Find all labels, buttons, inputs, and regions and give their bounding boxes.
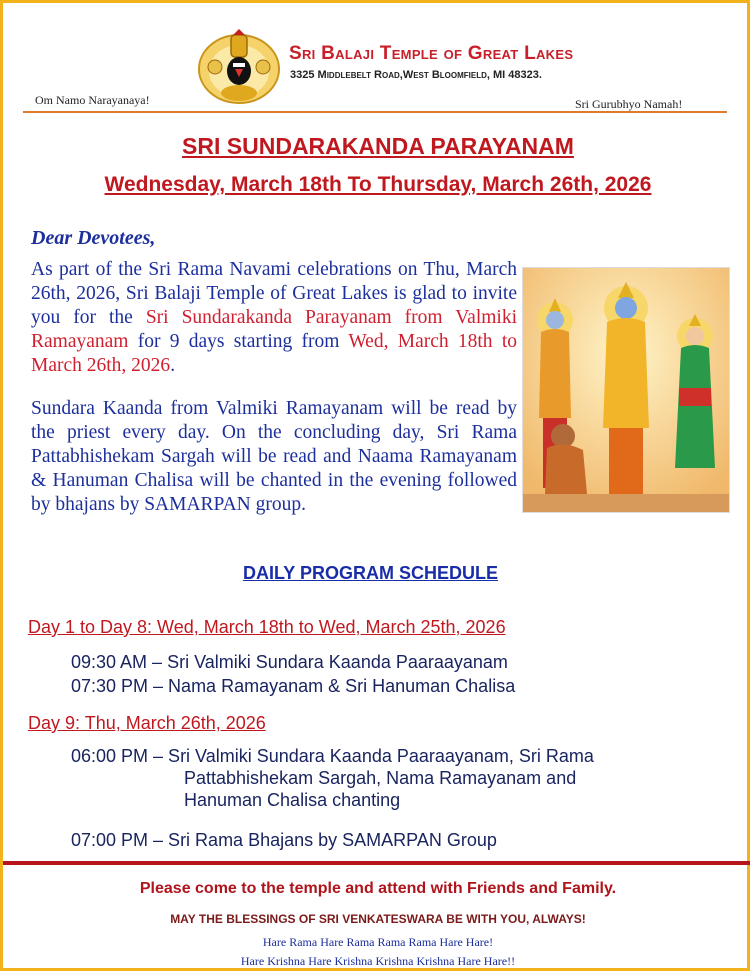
letter-paragraph-1 — [31, 258, 517, 378]
temple-name: Sri Balaji Temple of Great Lakes — [289, 43, 574, 64]
letter-greeting: Dear Devotees, — [31, 227, 156, 249]
day1-item: 09:30 AM – Sri Valmiki Sundara Kaanda Paaraayanam — [71, 652, 508, 672]
balaji-deity-logo-icon — [195, 29, 283, 105]
footer-chant-1: Hare Rama Hare Rama Rama Rama Hare Hare! — [262, 935, 494, 949]
header-divider — [23, 111, 727, 113]
p1-event-name: Sri Sundarakanda Parayanam from Valmiki Ramayanam — [31, 307, 517, 352]
day9-item-1 — [71, 745, 594, 811]
event-title: SRI SUNDARAKANDA PARAYANAM — [182, 133, 574, 159]
letter-paragraph-2: Sundara Kaanda from Valmiki Ramayanam will be read by the priest every day. On the concluding day, Sri Rama Pattabhishekam Sargah will be read and Naama Ramayanam & Hanuman Chalisa will be chanted in the evening followed by bhajans by SAMARPAN group. — [31, 398, 517, 515]
p1-text-c: for 9 days starting from — [128, 331, 349, 352]
footer-invite: Please come to the temple and attend with Friends and Family. — [139, 880, 617, 897]
day1-item: 07:30 PM – Nama Ramayanam & Sri Hanuman Chalisa — [71, 676, 516, 696]
day9-heading: Day 9: Thu, March 26th, 2026 — [28, 713, 266, 733]
day9-item-2: 07:00 PM – Sri Rama Bhajans by SAMARPAN Group — [71, 830, 497, 850]
rama-parivar-image-icon — [522, 267, 730, 513]
day9-item-1-line3: Hanuman Chalisa chanting — [184, 790, 401, 810]
right-greeting: Sri Gurubhyo Namah! — [575, 97, 683, 111]
footer-blessing: MAY THE BLESSINGS OF SRI VENKATESWARA BE WITH YOU, ALWAYS! — [170, 912, 586, 926]
p1-date-range: Wed, March 18th to March 26th, 2026 — [31, 331, 517, 376]
event-dates: Wednesday, March 18th To Thursday, March 26th, 2026 — [104, 173, 652, 196]
day1-heading: Day 1 to Day 8: Wed, March 18th to Wed, March 25th, 2026 — [28, 617, 506, 637]
p1-text-e: . — [170, 355, 176, 376]
day9-item-1-line1: 06:00 PM – Sri Valmiki Sundara Kaanda Paaraayanam, Sri Rama — [71, 746, 594, 766]
p1-text-a: As part of the Sri Rama Navami celebrations on Thu, March 26th, 2026, Sri Balaji Temple of Great Lakes is glad to invite you for the — [31, 259, 517, 328]
day9-item-1-line2: Pattabhishekam Sargah, Nama Ramayanam and — [184, 768, 577, 788]
footer-chant-2: Hare Krishna Hare Krishna Krishna Krishna Hare Hare!! — [240, 954, 516, 968]
left-greeting: Om Namo Narayanaya! — [35, 93, 150, 107]
schedule-title: DAILY PROGRAM SCHEDULE — [242, 563, 499, 583]
temple-address: 3325 Middlebelt Road,West Bloomfield, MI 48323. — [290, 69, 542, 81]
footer-divider — [3, 861, 750, 865]
